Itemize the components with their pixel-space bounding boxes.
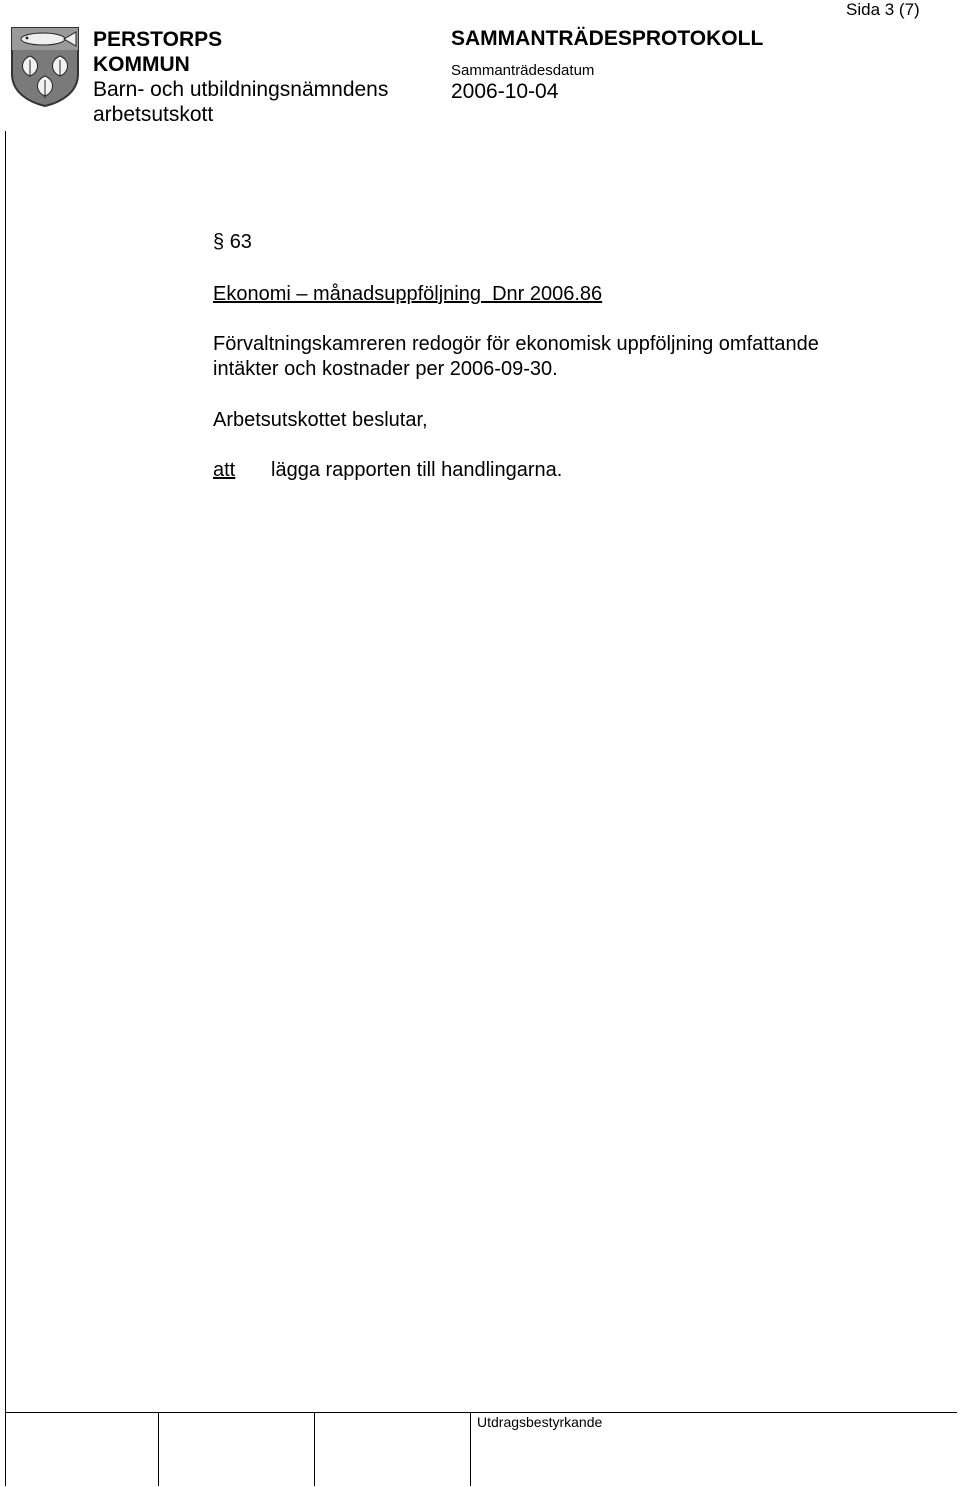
footer-divider-3 [470,1412,471,1486]
footer-divider-1 [158,1412,159,1486]
org-committee-line2: arbetsutskott [93,103,214,126]
footer-certification-label: Utdragsbestyrkande [477,1414,603,1430]
section-number-value: 63 [229,231,252,253]
meeting-date-label: Sammanträdesdatum [451,62,595,79]
section-number [213,230,252,255]
decision-att: att [213,459,236,481]
coat-of-arms-logo [10,26,80,108]
page-number: Sida 3 (7) [846,0,920,19]
footer-top-line [5,1412,957,1413]
decision-text: lägga rapporten till handlingarna. [271,459,563,481]
org-committee-line1: Barn- och utbildningsnämndens [93,78,389,101]
section-title [213,282,602,307]
org-name-line2: KOMMUN [93,53,190,76]
body-line-1: Förvaltningskamreren redogör för ekonomisk uppföljning omfattande [213,333,819,355]
protocol-title: SAMMANTRÄDESPROTOKOLL [451,27,764,50]
section-dnr: Dnr 2006.86 [492,283,603,305]
body-line-2: intäkter och kostnader per 2006-09-30. [213,358,558,380]
meeting-date-value: 2006-10-04 [451,80,559,103]
section-title-text: Ekonomi – månadsuppföljning [213,283,481,305]
decision-intro: Arbetsutskottet beslutar, [213,409,428,431]
footer-divider-2 [314,1412,315,1486]
left-margin-line [5,131,6,1486]
paragraph-sign: § [213,231,225,253]
org-name-line1: PERSTORPS [93,28,223,51]
